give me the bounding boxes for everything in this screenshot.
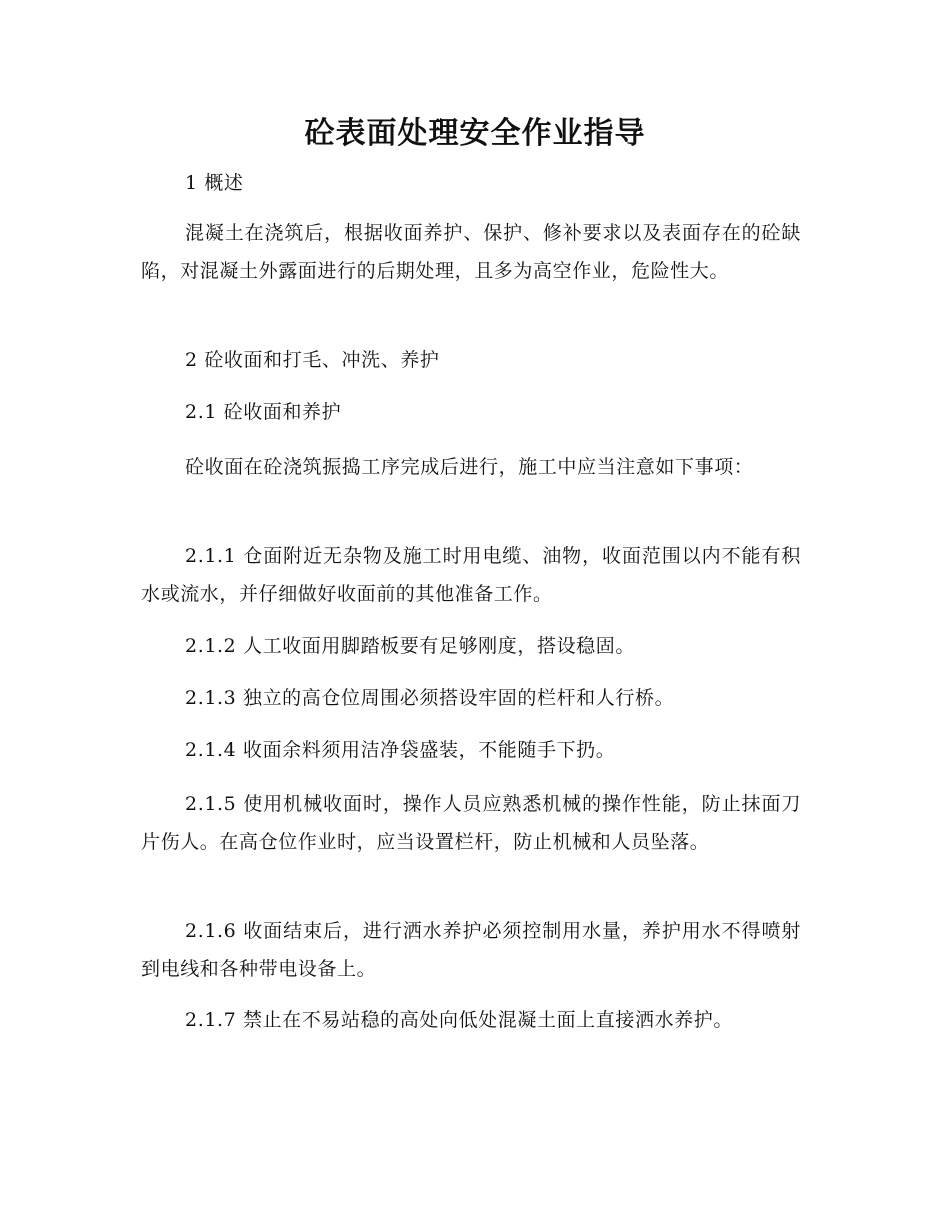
paragraph-2-1-1: 2.1.1 仓面附近无杂物及施工时用电缆、油物，收面范围以内不能有积水或流水，并仔细做好收面前的其他准备工作。 bbox=[141, 545, 801, 605]
paragraph-2-1-5: 2.1.5 使用机械收面时，操作人员应熟悉机械的操作性能，防止抹面刀片伤人。在高仓位作业时，应当设置栏杆，防止机械和人员坠落。 bbox=[141, 793, 801, 853]
paragraph-2-1-intro: 砼收面在砼浇筑振捣工序完成后进行，施工中应当注意如下事项： bbox=[185, 456, 754, 478]
document-title: 砼表面处理安全作业指导 bbox=[304, 116, 646, 151]
section-heading-overview: 1 概述 bbox=[185, 172, 244, 194]
paragraph-2-1-6: 2.1.6 收面结束后，进行洒水养护必须控制用水量，养护用水不得喷射到电线和各种带电设备上。 bbox=[141, 920, 801, 980]
paragraph-2-1-7: 2.1.7 禁止在不易站稳的高处向低处混凝土面上直接洒水养护。 bbox=[185, 1009, 733, 1031]
paragraph-2-1-3: 2.1.3 独立的高仓位周围必须搭设牢固的栏杆和人行桥。 bbox=[185, 687, 675, 709]
paragraph-2-1-2: 2.1.2 人工收面用脚踏板要有足够刚度，搭设稳固。 bbox=[185, 635, 635, 657]
paragraph-overview-body: 混凝土在浇筑后，根据收面养护、保护、修补要求以及表面存在的砼缺陷，对混凝土外露面进行的后期处理，且多为高空作业，危险性大。 bbox=[141, 222, 801, 282]
section-heading-2-1: 2.1 砼收面和养护 bbox=[185, 401, 342, 423]
paragraph-2-1-4: 2.1.4 收面余料须用洁净袋盛装，不能随手下扔。 bbox=[185, 739, 616, 761]
section-heading-2: 2 砼收面和打毛、冲洗、养护 bbox=[185, 349, 440, 371]
